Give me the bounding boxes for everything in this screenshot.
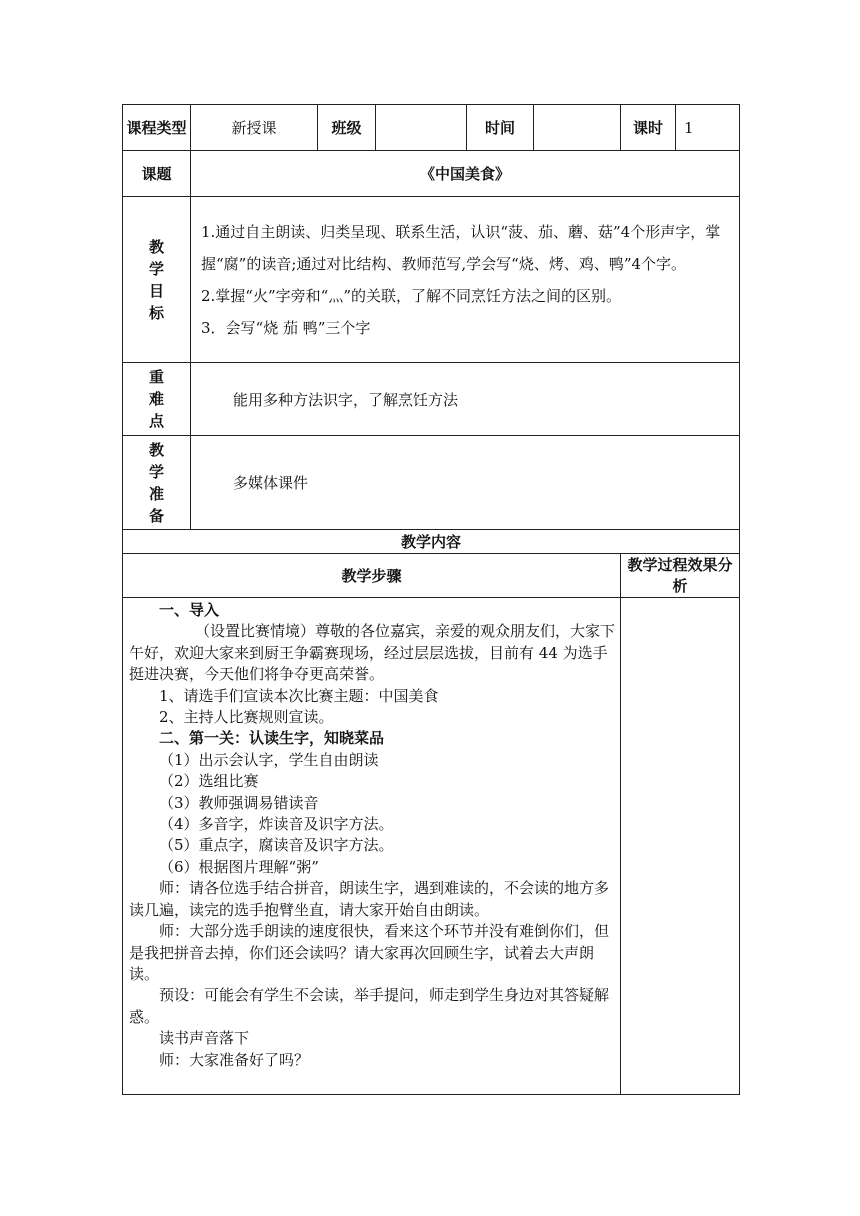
key-points-value: 能用多种方法识字，了解烹饪方法 [191,363,740,436]
step-paragraph: （1）出示会认字，学生自由朗读 [159,750,379,769]
section-heading: 一、导入 [159,601,220,619]
step-paragraph: 1、请选手们宣读本次比赛主题：中国美食 [159,686,439,705]
steps-header: 教学步骤 [123,554,621,598]
step-paragraph: 师：请各位选手结合拼音，朗读生字，遇到难读的，不会读的地方多读几遍，读完的选手抱臂坐直，请大家开始自由朗读。 [129,879,610,919]
objective-item: 1.通过自主朗读、归类呈现、联系生活，认识“菠、茄、蘑、菇”4个形声字，掌握“腐”的读音;通过对比结构、教师范写,学会写“烧、烤、鸡、鸭”4个字。 [201,222,721,273]
step-paragraph: 师：大家准备好了吗？ [159,1050,310,1069]
step-paragraph: 预设：可能会有学生不会读，举手提问，师走到学生身边对其答疑解惑。 [129,986,610,1026]
period-label: 课时 [621,105,676,151]
topic-label: 课题 [123,151,191,197]
objectives-content [191,197,740,363]
step-paragraph: （4）多音字，炸读音及识字方法。 [159,815,394,834]
step-paragraph: （3）教师强调易错读音 [159,793,319,812]
steps-content [123,598,621,1095]
objective-item: 3．会写“烧 茄 鸭”三个字 [201,318,371,337]
lesson-plan-table [122,104,740,1095]
step-paragraph: 读书声音落下 [159,1029,250,1048]
topic-value: 《中国美食》 [191,151,740,197]
course-type-label: 课程类型 [123,105,191,151]
step-paragraph: 师：大部分选手朗读的速度很快，看来这个环节并没有难倒你们，但是我把拼音去掉，你们还会读吗？请大家再次回顾生字，试着去大声朗读。 [129,922,610,983]
objective-item: 2.掌握“火”字旁和“灬”的关联，了解不同烹饪方法之间的区别。 [201,286,621,305]
time-label: 时间 [467,105,534,151]
step-paragraph: （6）根据图片理解“粥” [159,857,319,876]
course-type-value: 新授课 [191,105,318,151]
analysis-header: 教学过程效果分析 [621,554,740,598]
class-label: 班级 [318,105,376,151]
step-paragraph: 2、主持人比赛规则宣读。 [159,708,334,727]
content-header: 教学内容 [123,530,740,554]
objectives-label: 教 学 目 标 [123,197,191,363]
class-value [376,105,467,151]
analysis-content [621,598,740,1095]
preparation-value: 多媒体课件 [191,436,740,530]
period-value: 1 [676,105,740,151]
step-paragraph: （2）选组比赛 [159,772,259,791]
time-value [534,105,621,151]
section-heading: 二、第一关：认读生字，知晓菜品 [159,729,385,748]
key-points-label: 重 难 点 [123,363,191,436]
step-paragraph: （5）重点字，腐读音及识字方法。 [159,836,394,855]
step-paragraph: （设置比赛情境）尊敬的各位嘉宾，亲爱的观众朋友们，大家下午好，欢迎大家来到厨王争霸赛现场，经过层层选拔，目前有 44 为选手挺进决赛，今天他们将争夺更高荣誉。 [129,622,616,684]
preparation-label: 教 学 准 备 [123,436,191,530]
